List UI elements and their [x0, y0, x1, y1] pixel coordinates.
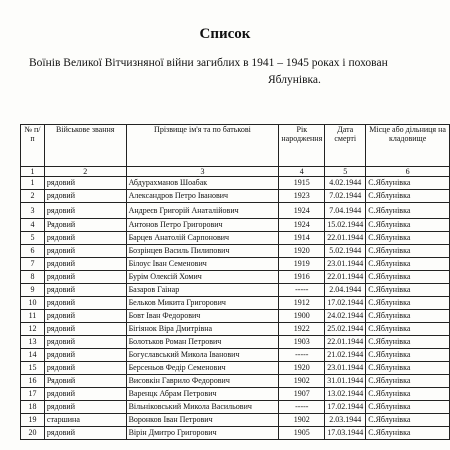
row-rank: рядовий	[44, 245, 126, 258]
row-death-date: 21.02.1944	[325, 349, 366, 362]
row-number: 10	[21, 297, 45, 310]
row-rank: рядовий	[44, 427, 126, 440]
row-death-date: 2.04.1944	[325, 284, 366, 297]
row-burial-place: С.Яблунівка	[366, 401, 450, 414]
row-burial-place: С.Яблунівка	[366, 336, 450, 349]
row-number: 4	[21, 219, 45, 232]
table-row	[21, 401, 450, 414]
row-birth-year: 1924	[279, 219, 325, 232]
column-number: 3	[126, 167, 279, 177]
row-number: 12	[21, 323, 45, 336]
row-death-date: 17.03.1944	[325, 427, 366, 440]
row-birth-year: 1900	[279, 310, 325, 323]
table-row	[21, 190, 450, 203]
row-birth-year: 1902	[279, 414, 325, 427]
table-row	[21, 362, 450, 375]
row-burial-place: С.Яблунівка	[366, 203, 450, 219]
document-subtitle-line2: Яблунівка.	[268, 74, 321, 86]
row-name: Вірін Дмитро Григорович	[126, 427, 279, 440]
row-death-date: 31.01.1944	[325, 375, 366, 388]
row-birth-year: 1915	[279, 177, 325, 190]
row-number: 18	[21, 401, 45, 414]
burial-list-table	[20, 124, 450, 440]
row-number: 15	[21, 362, 45, 375]
row-rank: рядовий	[44, 284, 126, 297]
table-row	[21, 388, 450, 401]
table-row	[21, 427, 450, 440]
table-row	[21, 177, 450, 190]
row-burial-place: С.Яблунівка	[366, 310, 450, 323]
row-rank: рядовий	[44, 190, 126, 203]
column-number: 6	[366, 167, 450, 177]
row-name: Висовкін Гаврило Федорович	[126, 375, 279, 388]
row-birth-year: 1920	[279, 245, 325, 258]
row-number: 1	[21, 177, 45, 190]
row-rank: старшина	[44, 414, 126, 427]
header-death-date: Дата смерті	[325, 125, 366, 167]
row-death-date: 17.02.1944	[325, 297, 366, 310]
row-name: Берсеньов Федір Семенович	[126, 362, 279, 375]
header-burial-place: Місце або дільниця на кладовище	[366, 125, 450, 167]
row-death-date: 22.01.1944	[325, 232, 366, 245]
table-row	[21, 297, 450, 310]
row-name: Бельков Микита Григорович	[126, 297, 279, 310]
row-number: 14	[21, 349, 45, 362]
row-number: 16	[21, 375, 45, 388]
row-burial-place: С.Яблунівка	[366, 362, 450, 375]
row-death-date: 13.02.1944	[325, 388, 366, 401]
row-rank: рядовий	[44, 297, 126, 310]
row-birth-year: 1924	[279, 203, 325, 219]
table-row	[21, 375, 450, 388]
row-number: 6	[21, 245, 45, 258]
row-birth-year: 1920	[279, 362, 325, 375]
row-rank: рядовий	[44, 336, 126, 349]
row-rank: рядовий	[44, 349, 126, 362]
row-name: Болотьков Роман Петрович	[126, 336, 279, 349]
row-number: 11	[21, 310, 45, 323]
row-burial-place: С.Яблунівка	[366, 297, 450, 310]
row-birth-year: 1914	[279, 232, 325, 245]
row-name: Базаров Гаінар	[126, 284, 279, 297]
row-name: Александров Петро Іванович	[126, 190, 279, 203]
row-burial-place: С.Яблунівка	[366, 375, 450, 388]
table-row	[21, 258, 450, 271]
row-burial-place: С.Яблунівка	[366, 284, 450, 297]
table-row	[21, 284, 450, 297]
row-number: 20	[21, 427, 45, 440]
table-row	[21, 232, 450, 245]
row-number: 13	[21, 336, 45, 349]
row-death-date: 7.04.1944	[325, 203, 366, 219]
header-rank: Військове звання	[44, 125, 126, 167]
row-rank: рядовий	[44, 177, 126, 190]
table-body	[21, 177, 450, 440]
row-name: Варенцк Абрам Петрович	[126, 388, 279, 401]
row-burial-place: С.Яблунівка	[366, 232, 450, 245]
document-subtitle-line1: Воїнів Великої Вітчизняної війни загиблих в 1941 – 1945 роках і похован	[29, 57, 388, 69]
row-number: 3	[21, 203, 45, 219]
row-birth-year: -----	[279, 284, 325, 297]
row-name: Абдурахманов Шоабак	[126, 177, 279, 190]
row-birth-year: 1919	[279, 258, 325, 271]
row-number: 2	[21, 190, 45, 203]
row-burial-place: С.Яблунівка	[366, 323, 450, 336]
row-name: Бозрінцев Василь Пилипович	[126, 245, 279, 258]
row-rank: Рядовий	[44, 219, 126, 232]
row-death-date: 17.02.1944	[325, 401, 366, 414]
row-name: Андреєв Григорій Анаталійович	[126, 203, 279, 219]
row-birth-year: -----	[279, 401, 325, 414]
row-rank: Рядовий	[44, 375, 126, 388]
header-name: Прізвище ім'я та по батькові	[126, 125, 279, 167]
row-burial-place: С.Яблунівка	[366, 388, 450, 401]
table-row	[21, 414, 450, 427]
row-rank: рядовий	[44, 258, 126, 271]
row-number: 5	[21, 232, 45, 245]
column-number: 4	[279, 167, 325, 177]
row-rank: рядовий	[44, 310, 126, 323]
row-death-date: 4.02.1944	[325, 177, 366, 190]
table-row	[21, 336, 450, 349]
row-birth-year: -----	[279, 349, 325, 362]
row-birth-year: 1905	[279, 427, 325, 440]
column-number: 5	[325, 167, 366, 177]
document-title: Список	[199, 26, 251, 42]
row-name: Бурім Олексій Хомич	[126, 271, 279, 284]
table-header-row	[21, 125, 450, 167]
row-birth-year: 1907	[279, 388, 325, 401]
row-burial-place: С.Яблунівка	[366, 427, 450, 440]
row-death-date: 7.02.1944	[325, 190, 366, 203]
row-rank: рядовий	[44, 323, 126, 336]
row-birth-year: 1903	[279, 336, 325, 349]
row-birth-year: 1912	[279, 297, 325, 310]
row-burial-place: С.Яблунівка	[366, 177, 450, 190]
row-death-date: 5.02.1944	[325, 245, 366, 258]
row-burial-place: С.Яблунівка	[366, 245, 450, 258]
row-death-date: 24.02.1944	[325, 310, 366, 323]
row-burial-place: С.Яблунівка	[366, 219, 450, 232]
row-death-date: 22.01.1944	[325, 336, 366, 349]
table-row	[21, 310, 450, 323]
row-name: Білоус Іван Семенович	[126, 258, 279, 271]
row-death-date: 25.02.1944	[325, 323, 366, 336]
table-row	[21, 271, 450, 284]
row-name: Антонов Петро Григорович	[126, 219, 279, 232]
table-row	[21, 203, 450, 219]
row-death-date: 2.03.1944	[325, 414, 366, 427]
row-burial-place: С.Яблунівка	[366, 349, 450, 362]
row-burial-place: С.Яблунівка	[366, 190, 450, 203]
table-row	[21, 245, 450, 258]
row-number: 19	[21, 414, 45, 427]
row-name: Воронков Іван Петрович	[126, 414, 279, 427]
row-rank: рядовий	[44, 362, 126, 375]
row-rank: рядовий	[44, 388, 126, 401]
row-name: Бовт Іван Федорович	[126, 310, 279, 323]
row-birth-year: 1902	[279, 375, 325, 388]
row-death-date: 15.02.1944	[325, 219, 366, 232]
row-birth-year: 1923	[279, 190, 325, 203]
header-birth-year: Рік народження	[279, 125, 325, 167]
column-number: 1	[21, 167, 45, 177]
row-death-date: 22.01.1944	[325, 271, 366, 284]
row-rank: рядовий	[44, 401, 126, 414]
column-number-row	[21, 167, 450, 177]
row-name: Бігіянок Віра Дмитрівна	[126, 323, 279, 336]
row-number: 7	[21, 258, 45, 271]
row-death-date: 23.01.1944	[325, 258, 366, 271]
row-number: 8	[21, 271, 45, 284]
row-name: Вільніковський Микола Васильович	[126, 401, 279, 414]
table-row	[21, 219, 450, 232]
row-burial-place: С.Яблунівка	[366, 258, 450, 271]
row-birth-year: 1916	[279, 271, 325, 284]
table-row	[21, 323, 450, 336]
row-burial-place: С.Яблунівка	[366, 414, 450, 427]
row-rank: рядовий	[44, 203, 126, 219]
row-rank: рядовий	[44, 232, 126, 245]
row-number: 17	[21, 388, 45, 401]
row-name: Богуславський Микола Іванович	[126, 349, 279, 362]
header-num: № п/п	[21, 125, 45, 167]
row-number: 9	[21, 284, 45, 297]
row-name: Барцев Анатолій Сарпонович	[126, 232, 279, 245]
row-burial-place: С.Яблунівка	[366, 271, 450, 284]
column-number: 2	[44, 167, 126, 177]
row-death-date: 23.01.1944	[325, 362, 366, 375]
row-rank: рядовий	[44, 271, 126, 284]
row-birth-year: 1922	[279, 323, 325, 336]
table-row	[21, 349, 450, 362]
